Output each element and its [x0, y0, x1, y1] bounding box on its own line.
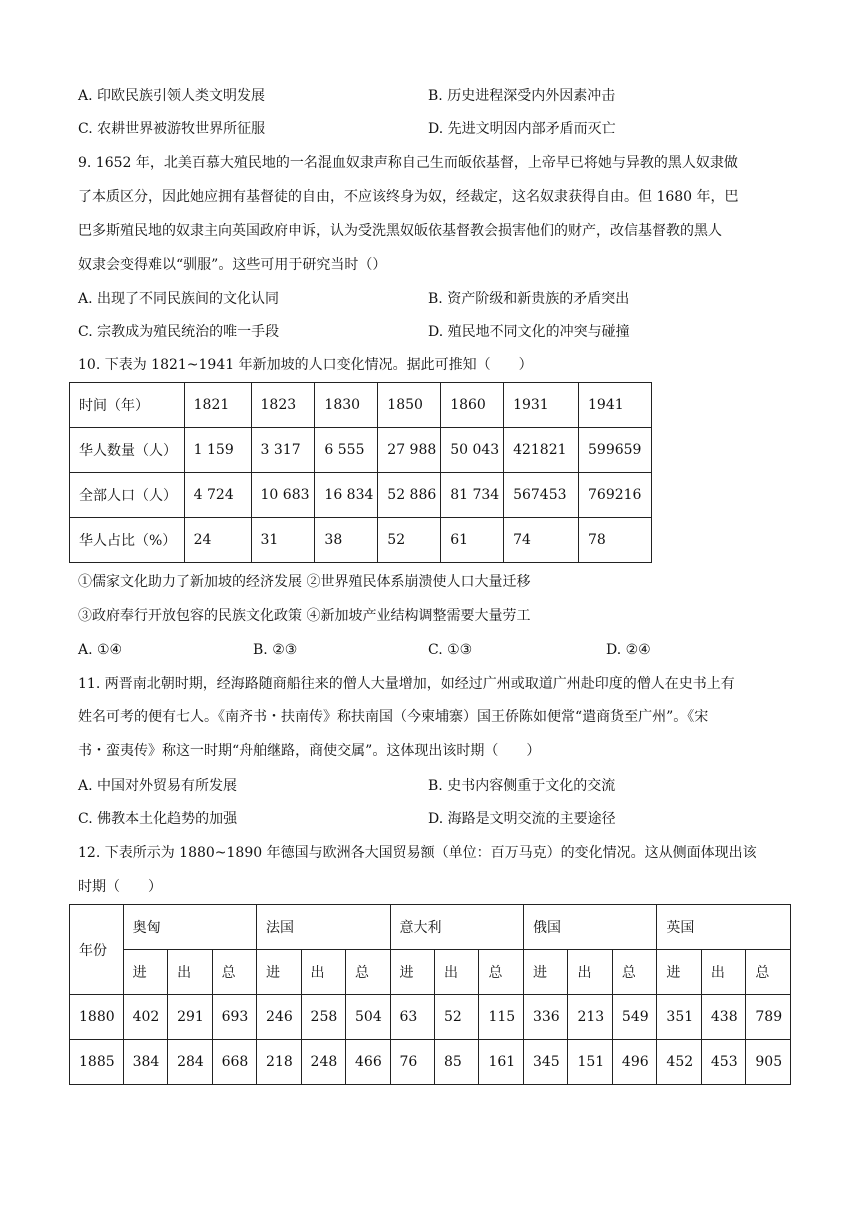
table-cell: 421821: [504, 428, 579, 473]
table-cell: 31: [251, 518, 315, 563]
table-cell: 453: [701, 1040, 745, 1085]
table-cell: 769216: [579, 473, 652, 518]
table-cell: 291: [168, 995, 212, 1040]
table-cell: 549: [612, 995, 656, 1040]
table-cell: 61: [441, 518, 504, 563]
q8-option-a: A. 印欧民族引领人类文明发展: [78, 88, 266, 104]
subheader-cell: 出: [568, 950, 612, 995]
q10-stem: 10. 下表为 1821~1941 年新加坡的人口变化情况。据此可推知（ ）: [78, 357, 533, 373]
q9-option-b: B. 资产阶级和新贵族的矛盾突出: [428, 291, 630, 307]
table-cell: 1941: [579, 383, 652, 428]
subheader-cell: 总: [479, 950, 523, 995]
table-cell: 693: [212, 995, 256, 1040]
table-cell: 10 683: [251, 473, 315, 518]
table-row: [70, 518, 652, 563]
country-header-cell: 意大利: [390, 905, 523, 950]
row-header-cell: 华人数量（人）: [70, 428, 185, 473]
subheader-cell: 总: [746, 950, 791, 995]
table-cell: 85: [434, 1040, 478, 1085]
table-cell: 115: [479, 995, 523, 1040]
subheader-cell: 总: [346, 950, 390, 995]
q8-option-d: D. 先进文明因内部矛盾而灭亡: [428, 121, 616, 137]
subheader-cell: 总: [612, 950, 656, 995]
q10-option-d: D. ②④: [606, 642, 651, 658]
q10-statements-line: ③政府奉行开放包容的民族文化政策 ④新加坡产业结构调整需要大量劳工: [78, 608, 531, 624]
table-cell: 599659: [579, 428, 652, 473]
table-cell: 438: [701, 995, 745, 1040]
subheader-cell: 进: [390, 950, 434, 995]
table-cell: 336: [523, 995, 567, 1040]
subheader-cell: 出: [168, 950, 212, 995]
subheader-cell: 出: [701, 950, 745, 995]
table-cell: 345: [523, 1040, 567, 1085]
q9-stem-line: 巴多斯殖民地的奴隶主向英国政府申诉，认为受洗黑奴皈依基督教会损害他们的财产，改信基督教的黑人: [78, 223, 722, 239]
table-cell: 27 988: [378, 428, 441, 473]
table-cell: 567453: [504, 473, 579, 518]
q12-stem-line: 12. 下表所示为 1880~1890 年德国与欧洲各大国贸易额（单位：百万马克）的变化情况。这从侧面体现出该: [78, 845, 757, 861]
table-header-row: [70, 905, 791, 950]
table-cell: 78: [579, 518, 652, 563]
subheader-cell: 总: [212, 950, 256, 995]
table-cell: 1 159: [184, 428, 251, 473]
table-cell: 218: [257, 1040, 301, 1085]
table-cell: 52: [378, 518, 441, 563]
table-cell: 52 886: [378, 473, 441, 518]
table-cell: 4 724: [184, 473, 251, 518]
subheader-cell: 进: [523, 950, 567, 995]
table-cell: 52: [434, 995, 478, 1040]
table-cell: 248: [301, 1040, 345, 1085]
q9-option-a: A. 出现了不同民族间的文化认同: [78, 291, 280, 307]
table-cell: 151: [568, 1040, 612, 1085]
table-cell: 284: [168, 1040, 212, 1085]
q10-option-b: B. ②③: [253, 642, 298, 658]
table-cell: 452: [657, 1040, 701, 1085]
table-cell: 402: [123, 995, 167, 1040]
q9-stem-line: 了本质区分，因此她应拥有基督徒的自由，不应该终身为奴，经裁定，这名奴隶获得自由。但 1680 年，巴: [78, 189, 739, 205]
table-cell: 504: [346, 995, 390, 1040]
year-cell: 1885: [70, 1040, 124, 1085]
table-cell: 1823: [251, 383, 315, 428]
table-cell: 63: [390, 995, 434, 1040]
table-cell: 466: [346, 1040, 390, 1085]
year-header-cell: 年份: [70, 905, 124, 995]
table-cell: 789: [746, 995, 791, 1040]
q11-option-c: C. 佛教本土化趋势的加强: [78, 811, 238, 827]
subheader-cell: 进: [257, 950, 301, 995]
table-cell: 258: [301, 995, 345, 1040]
table-cell: 1860: [441, 383, 504, 428]
country-header-cell: 俄国: [523, 905, 656, 950]
row-header-cell: 全部人口（人）: [70, 473, 185, 518]
table-cell: 1821: [184, 383, 251, 428]
table-subheader-row: [70, 950, 791, 995]
table-cell: 905: [746, 1040, 791, 1085]
q11-stem-line: 姓名可考的便有七人。《南齐书・扶南传》称扶南国（今柬埔寨）国王侨陈如便常“遣商货至广州”。《宋: [78, 709, 709, 725]
q8-option-c: C. 农耕世界被游牧世界所征服: [78, 121, 266, 137]
table-row: [70, 473, 652, 518]
table-row: [70, 428, 652, 473]
table-cell: 351: [657, 995, 701, 1040]
subheader-cell: 进: [657, 950, 701, 995]
table-cell: 213: [568, 995, 612, 1040]
table-cell: 50 043: [441, 428, 504, 473]
table-cell: 668: [212, 1040, 256, 1085]
country-header-cell: 法国: [257, 905, 390, 950]
q9-stem-line: 9. 1652 年，北美百慕大殖民地的一名混血奴隶声称自己生而皈依基督，上帝早已将她与异教的黑人奴隶做: [78, 155, 738, 171]
year-cell: 1880: [70, 995, 124, 1040]
table-cell: 81 734: [441, 473, 504, 518]
q12-stem-line: 时期（ ）: [78, 879, 162, 895]
q11-stem-line: 11. 两晋南北朝时期，经海路随商船往来的僧人大量增加，如经过广州或取道广州赴印度的僧人在史书上有: [78, 676, 735, 692]
table-cell: 246: [257, 995, 301, 1040]
table-row: [70, 1040, 791, 1085]
q8-option-b: B. 历史进程深受内外因素冲击: [428, 88, 616, 104]
q9-option-d: D. 殖民地不同文化的冲突与碰撞: [428, 324, 630, 340]
table-row: [70, 383, 652, 428]
table-cell: 16 834: [315, 473, 378, 518]
q10-option-a: A. ①④: [78, 642, 123, 658]
row-header-cell: 时间（年）: [70, 383, 185, 428]
row-header-cell: 华人占比（%）: [70, 518, 185, 563]
table-cell: 384: [123, 1040, 167, 1085]
q11-stem-line: 书・蛮夷传》称这一时期“舟舶继路，商使交属”。这体现出该时期（ ）: [78, 743, 541, 759]
table-cell: 38: [315, 518, 378, 563]
table-cell: 1830: [315, 383, 378, 428]
q11-option-a: A. 中国对外贸易有所发展: [78, 778, 238, 794]
q12-trade-table: [69, 904, 791, 1085]
table-cell: 74: [504, 518, 579, 563]
table-cell: 76: [390, 1040, 434, 1085]
country-header-cell: 奥匈: [123, 905, 256, 950]
table-cell: 496: [612, 1040, 656, 1085]
subheader-cell: 出: [301, 950, 345, 995]
table-cell: 3 317: [251, 428, 315, 473]
table-row: [70, 995, 791, 1040]
table-cell: 1931: [504, 383, 579, 428]
table-cell: 1850: [378, 383, 441, 428]
q9-option-c: C. 宗教成为殖民统治的唯一手段: [78, 324, 280, 340]
q9-stem-line: 奴隶会变得难以“驯服”。这些可用于研究当时（）: [78, 257, 387, 273]
table-cell: 24: [184, 518, 251, 563]
q11-option-d: D. 海路是文明交流的主要途径: [428, 811, 616, 827]
q10-statements-line: ①儒家文化助力了新加坡的经济发展 ②世界殖民体系崩溃使人口大量迁移: [78, 574, 531, 590]
q10-option-c: C. ①③: [428, 642, 473, 658]
subheader-cell: 进: [123, 950, 167, 995]
q10-population-table: [69, 382, 652, 563]
country-header-cell: 英国: [657, 905, 791, 950]
table-cell: 161: [479, 1040, 523, 1085]
table-cell: 6 555: [315, 428, 378, 473]
subheader-cell: 出: [434, 950, 478, 995]
q11-option-b: B. 史书内容侧重于文化的交流: [428, 778, 616, 794]
